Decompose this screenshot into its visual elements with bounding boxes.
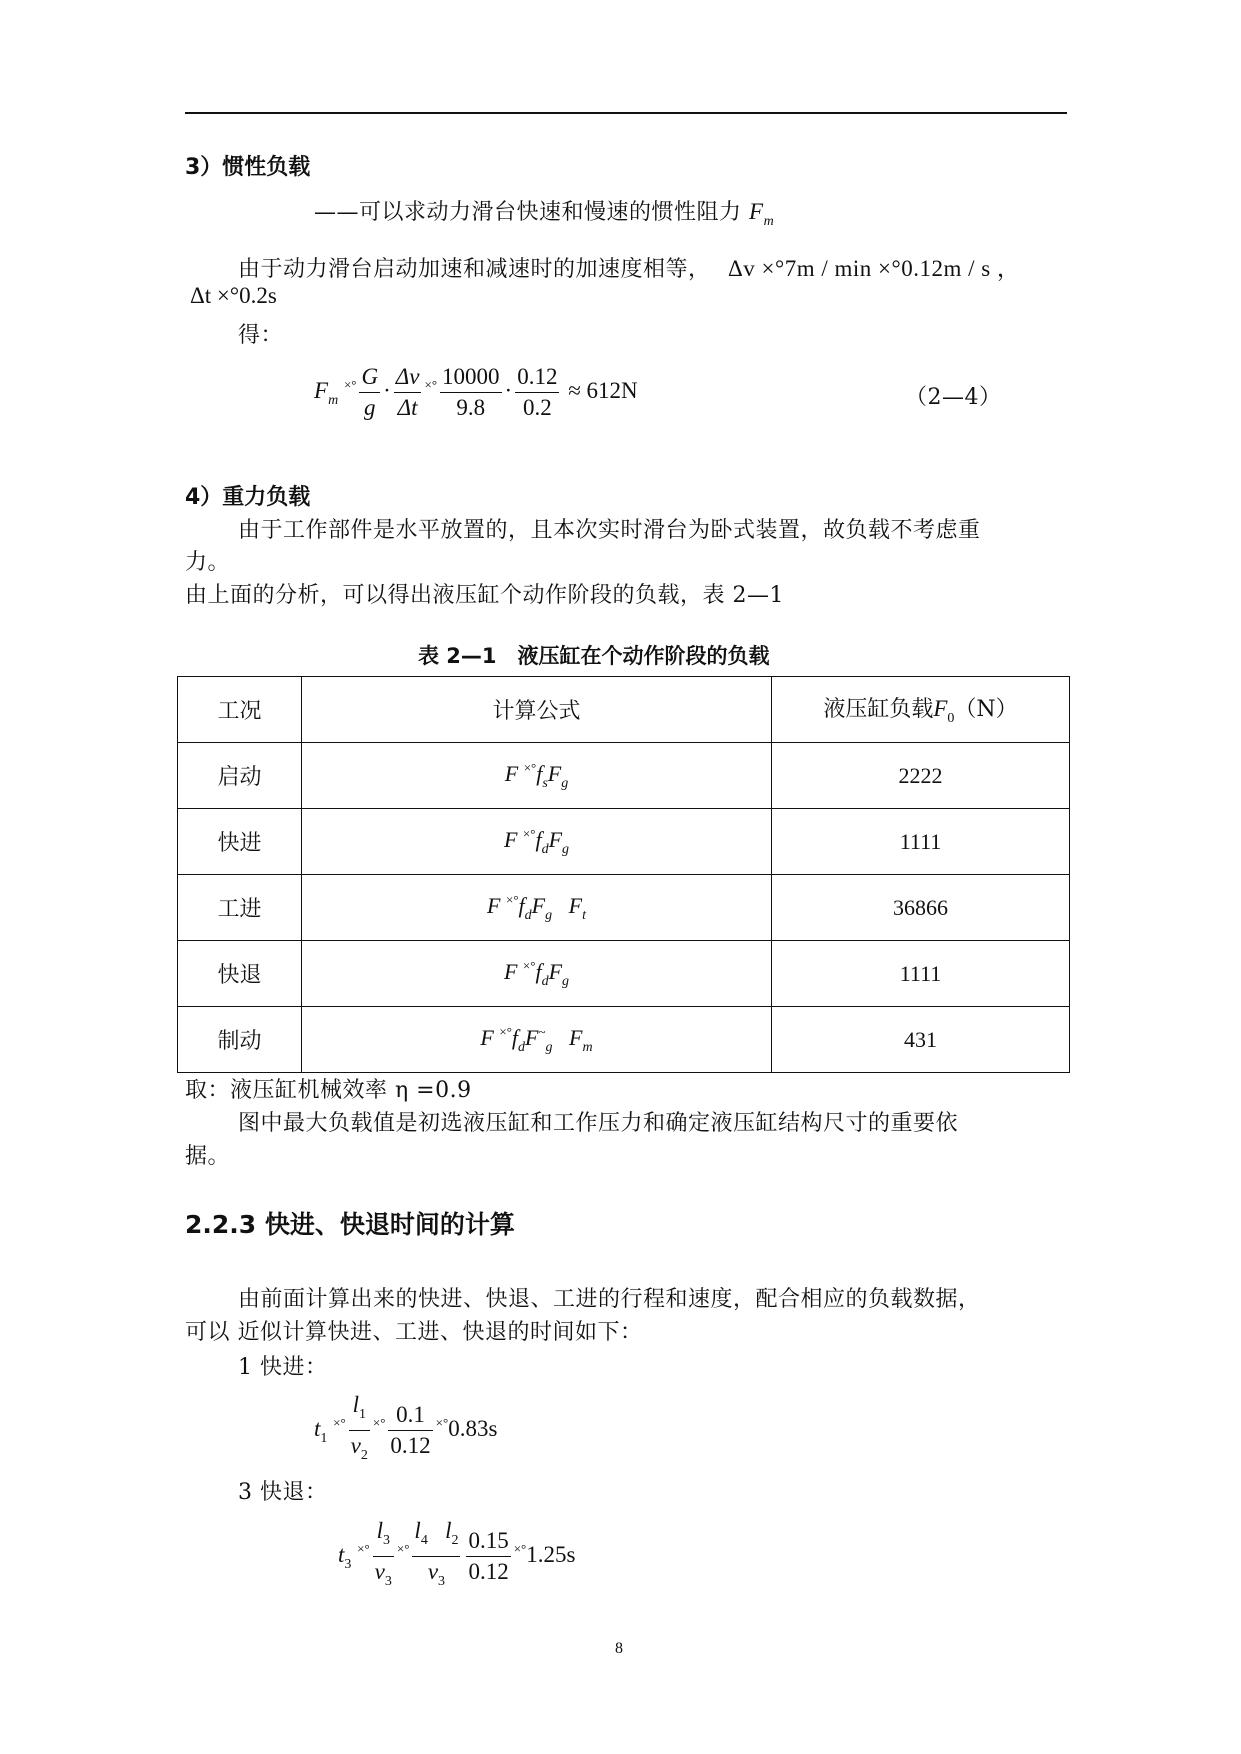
de-label: 得： [238,323,284,348]
row-value: 36866 [772,875,1070,941]
row-value: 1111 [772,809,1070,875]
t3-result: 1.25s [526,1541,576,1567]
eq-lhs-sub: m [328,392,339,408]
equation-number: （2—4） [905,385,1002,410]
delta-t-expression: Δt ×°0.2s [190,283,277,308]
fraction-0.15-over-0.12: $\frac{0.15}{0.12}$ [468,1528,509,1584]
frac-denominator: g [364,395,376,420]
fraction-0.1-over-0.12: $\frac{0.1}{0.12}$ [390,1402,431,1458]
row-formula: F $^{\times^\circ}f_dF_g$ [302,941,772,1007]
header-load-symbol-sub: 0 [947,711,955,726]
time-paragraph-line1: 由前面计算出来的快进、快退、工进的行程和速度，配合相应的负载数据， [238,1287,981,1312]
load-summary: 由上面的分析，可以得出液压缸个动作阶段的负载，表 2—1 [185,583,784,608]
row-value: 1111 [772,941,1070,1007]
frac-numerator: 0.12 [515,362,559,393]
intro-text: ——可以求动力滑台快速和慢速的惯性阻力 [314,200,742,225]
table-row [178,941,1070,1007]
eq-result: ≈ 612N [568,377,638,403]
fraction-g-over-g [359,362,380,423]
frac-numerator: G [361,364,379,389]
t3-equation: $t_3$ ×° $\frac{l_3}{v_3}$ ×° $\frac{l_4 l_2}{v_3}$ $\frac{0.15}{0.12}$ ×°1.25s [338,1516,575,1597]
table-row [178,809,1070,875]
fraction-dv-over-dt [394,362,422,423]
row-condition: 快退 [178,941,302,1007]
eq-relation-mark: ×° [343,376,357,392]
header-formula: 计算公式 [302,677,772,743]
inertia-equation: $F_m$ ×° $\frac{G}{g}$ · $\frac{\Delta v}{\Delta t}$ ×° $\frac{10000}{9.8}$ · $\frac{0.12}{0.2}$ ≈ 612N [314,362,638,423]
fast-forward-label: 1 快进： [238,1355,328,1380]
row-formula: F $^{\times^\circ}f_dF_g$ [302,809,772,875]
max-load-paragraph-line1: 图中最大负载值是初选液压缸和工作压力和确定液压缸结构尺寸的重要依 [238,1111,959,1136]
fraction-l3-over-v3: $\frac{l_3}{v_3}$ [374,1518,392,1589]
row-condition: 工进 [178,875,302,941]
row-value: 2222 [772,743,1070,809]
row-value: 431 [772,1007,1070,1073]
fraction-l1-over-v2: $\frac{l_1}{v_2}$ [350,1392,368,1463]
table-caption: 表 2—1 液压缸在个动作阶段的负载 [418,644,770,668]
efficiency-note: 取：液压缸机械效率 η =0.9 [185,1078,472,1103]
t1-result: 0.83s [448,1415,498,1441]
header-load-unit: （N） [954,697,1018,722]
table-row [178,1007,1070,1073]
page-number: 8 [615,1640,623,1657]
header-condition: 工况 [178,677,302,743]
header-load [772,677,1070,743]
frac-denominator: 9.8 [456,395,486,420]
max-load-paragraph-line2: 据。 [185,1144,231,1169]
time-paragraph-line2: 可以 近似计算快进、工进、快退的时间如下： [185,1320,643,1345]
row-formula: F $^{\times^\circ}f_dF^\sim_g$ $F_m$ [302,1007,772,1073]
eq-relation-mark: ×° [424,376,438,392]
acceleration-sentence [238,250,1020,283]
frac-denominator: 0.2 [522,395,552,420]
table-header-row [178,677,1070,743]
t1-equation: $t_1$ ×° $\frac{l_1}{v_2}$ ×° $\frac{0.1}{0.12}$ ×°0.83s [314,1390,497,1471]
section-heading-gravity: 4）重力负载 [185,485,311,510]
row-condition: 快进 [178,809,302,875]
row-formula: F $^{\times^\circ}f_sF_g$ [302,743,772,809]
section-heading-inertia: 3）惯性负载 [185,155,311,180]
gravity-paragraph-line1: 由于工作部件是水平放置的，且本次实时滑台为卧式装置，故负载不考虑重 [238,518,981,543]
row-condition: 启动 [178,743,302,809]
frac-numerator: Δv [395,364,420,389]
table-row [178,875,1070,941]
fraction-10000-over-9.8 [440,362,502,423]
section-heading-time-calc: 2.2.3 快进、快退时间的计算 [185,1210,515,1239]
table-row [178,743,1070,809]
delta-v-expression: Δv ×°7m / min ×°0.12m / s ， [728,256,1021,281]
header-rule [185,112,1067,114]
intro-symbol: F [749,199,764,224]
row-condition: 制动 [178,1007,302,1073]
gravity-paragraph-line2: 力。 [185,550,231,575]
load-table [177,676,1070,1073]
row-formula: F $^{\times^\circ}f_dF_g$ $F_t$ [302,875,772,941]
fraction-0.12-over-0.2 [515,362,559,423]
intro-symbol-sub: m [763,214,775,229]
inertia-intro [314,195,774,230]
frac-numerator: 10000 [440,362,502,393]
header-load-label: 液压缸负载 [823,697,934,722]
eq-lhs: F [314,377,329,403]
header-load-symbol: F [933,696,948,721]
frac-denominator: Δt [397,395,418,420]
fraction-l4-l2-over-v3: $\frac{l_4 l_2}{v_3}$ [414,1518,459,1589]
acceleration-text: 由于动力滑台启动加速和减速时的加速度相等， [238,257,711,282]
fast-return-label: 3 快退： [238,1480,328,1505]
